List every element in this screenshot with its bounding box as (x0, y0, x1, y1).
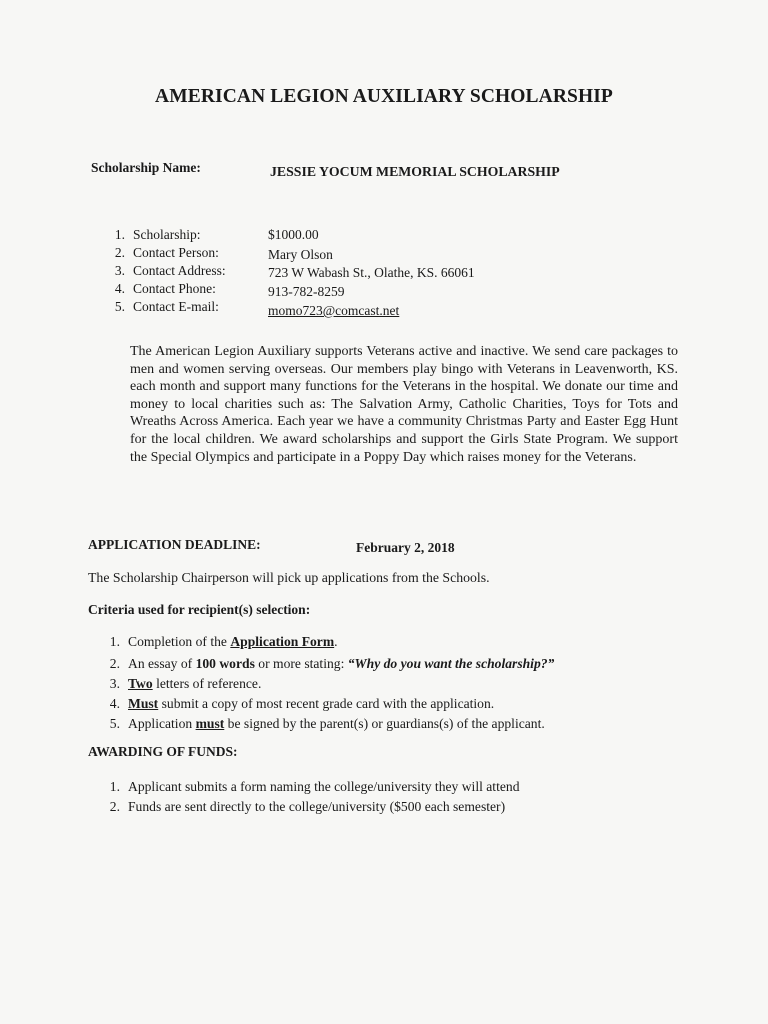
detail-label: Contact E-mail: (133, 299, 219, 314)
detail-label: Contact Phone: (133, 281, 216, 296)
contact-email-link[interactable]: momo723@comcast.net (268, 303, 400, 318)
scholarship-name-label: Scholarship Name: (91, 160, 201, 175)
detail-item: 1. Scholarship: (114, 227, 201, 242)
detail-item: 2. Contact Person: (114, 245, 219, 260)
detail-value-contact-address: 723 W Wabash St., Olathe, KS. 66061 (268, 265, 475, 280)
criteria-item: 2. An essay of 100 words or more stating: “Why do you want the scholarship?” (109, 656, 555, 671)
awarding-item: 2. Funds are sent directly to the college/university ($500 each semester) (109, 799, 506, 814)
pickup-note: The Scholarship Chairperson will pick up applications from the Schools. (88, 570, 490, 585)
document-title: AMERICAN LEGION AUXILIARY SCHOLARSHIP (155, 86, 613, 107)
criteria-item: 3. Two letters of reference. (109, 676, 262, 691)
detail-label: Scholarship: (133, 227, 201, 242)
awarding-item: 1. Applicant submits a form naming the college/university they will attend (109, 779, 520, 794)
scholarship-name-value: JESSIE YOCUM MEMORIAL SCHOLARSHIP (270, 164, 560, 179)
application-form-emphasis: Application Form (230, 634, 335, 649)
detail-item: 5. Contact E-mail: (114, 299, 219, 314)
criteria-item: 1. Completion of the Application Form. (109, 634, 338, 649)
detail-item: 4. Contact Phone: (114, 281, 216, 296)
detail-value-contact-person: Mary Olson (268, 247, 333, 262)
criteria-item: 5. Application must be signed by the parent(s) or guardians(s) of the applicant. (109, 716, 545, 731)
deadline-date: February 2, 2018 (356, 540, 455, 555)
organization-description: The American Legion Auxiliary supports Veterans active and inactive. We send care packages to men and women serving overseas. Our members play bingo with Veterans in Leavenworth, KS. each month and support many functions for the Veterans in the hospital. We donate our time and money to local charities such as: The Salvation Army, Catholic Charities, Toys for Tots and Wreaths Across America. Each year we have a community Christmas Party and Easter Egg Hunt for the local children. We award scholarships and support the Girls State Program. We support the Special Olympics and participate in a Poppy Day which raises money for the Veterans. (130, 344, 678, 465)
deadline-label: APPLICATION DEADLINE: (88, 537, 261, 552)
detail-label: Contact Person: (133, 245, 219, 260)
awarding-heading: AWARDING OF FUNDS: (88, 744, 238, 759)
detail-value-contact-phone: 913-782-8259 (268, 284, 345, 299)
criteria-item: 4. Must submit a copy of most recent grade card with the application. (109, 696, 495, 711)
detail-value-scholarship: $1000.00 (268, 227, 319, 242)
detail-item: 3. Contact Address: (114, 263, 226, 278)
detail-label: Contact Address: (133, 263, 226, 278)
essay-question: “Why do you want the scholarship?” (347, 656, 555, 671)
criteria-heading: Criteria used for recipient(s) selection: (88, 602, 311, 617)
